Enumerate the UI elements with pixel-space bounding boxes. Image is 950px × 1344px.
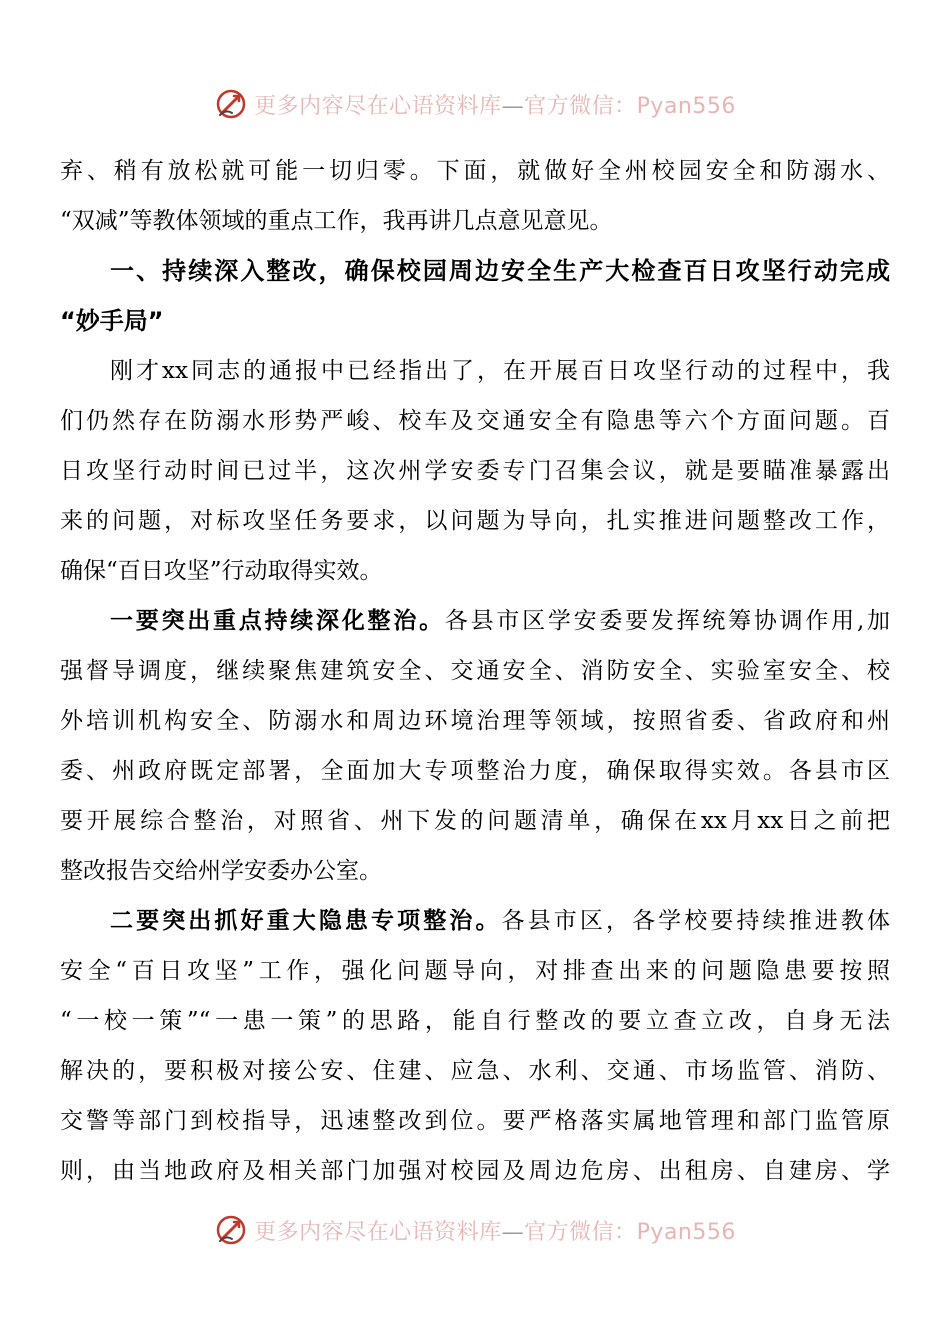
pen-logo-icon [214, 1213, 248, 1247]
text-line: 们仍然存在防溺水形势严峻、校车及交通安全有隐患等六个方面问题。百 [60, 408, 890, 434]
watermark-footer [0, 1210, 950, 1250]
section-heading-cont: “妙手局” [60, 307, 164, 335]
text-line: 要开展综合整治，对照省、州下发的问题清单，确保在xx月xx日之前把 [60, 808, 890, 834]
text-line: 弃、稍有放松就可能一切归零。下面，就做好全州校园安全和防溺水、 [60, 158, 890, 184]
text-line: 委、州政府既定部署，全面加大专项整治力度，确保取得实效。各县市区 [60, 758, 890, 784]
text-line: 日攻坚行动时间已过半，这次州学安委专门召集会议，就是要瞄准暴露出 [60, 458, 890, 484]
text-line: “一校一策”“一患一策”的思路，能自行整改的要立查立改，自身无法 [60, 1008, 890, 1034]
text-line: 外培训机构安全、防溺水和周边环境治理等领域，按照省委、省政府和州 [60, 708, 890, 734]
text-line: 确保“百日攻坚”行动取得实效。 [60, 558, 383, 584]
text-line: 解决的，要积极对接公安、住建、应急、水利、交通、市场监管、消防、 [60, 1058, 890, 1084]
watermark-text: 更多内容尽在心语资料库—官方微信：Pyan556 [254, 93, 736, 119]
text-line: 交警等部门到校指导，迅速整改到位。要严格落实属地管理和部门监管原 [60, 1108, 890, 1134]
pen-logo-icon [214, 87, 248, 121]
bold-lead: 一要突出重点持续深化整治。 [110, 608, 445, 634]
text-line: 一要突出重点持续深化整治。各县市区学安委要发挥统筹协调作用,加 [110, 608, 890, 634]
text-line: 安全“百日攻坚”工作，强化问题导向，对排查出来的问题隐患要按照 [60, 958, 890, 984]
text-line: 来的问题，对标攻坚任务要求，以问题为导向，扎实推进问题整改工作， [60, 508, 890, 534]
text-line: “双减”等教体领域的重点工作，我再讲几点意见意见。 [60, 208, 613, 234]
text-line: 则，由当地政府及相关部门加强对校园及周边危房、出租房、自建房、学 [60, 1158, 890, 1184]
watermark-header [0, 84, 950, 124]
text-line: 强督导调度，继续聚焦建筑安全、交通安全、消防安全、实验室安全、校 [60, 658, 890, 684]
bold-lead: 二要突出抓好重大隐患专项整治。 [110, 908, 502, 934]
document-body [60, 146, 890, 1196]
section-heading: 一、持续深入整改，确保校园周边安全生产大检查百日攻坚行动完成 [110, 257, 890, 285]
text-line: 刚才xx同志的通报中已经指出了，在开展百日攻坚行动的过程中，我 [110, 358, 890, 384]
watermark-text: 更多内容尽在心语资料库—官方微信：Pyan556 [254, 1219, 736, 1245]
text-line: 二要突出抓好重大隐患专项整治。各县市区，各学校要持续推进教体 [110, 908, 890, 934]
text-line: 整改报告交给州学安委办公室。 [60, 858, 382, 884]
